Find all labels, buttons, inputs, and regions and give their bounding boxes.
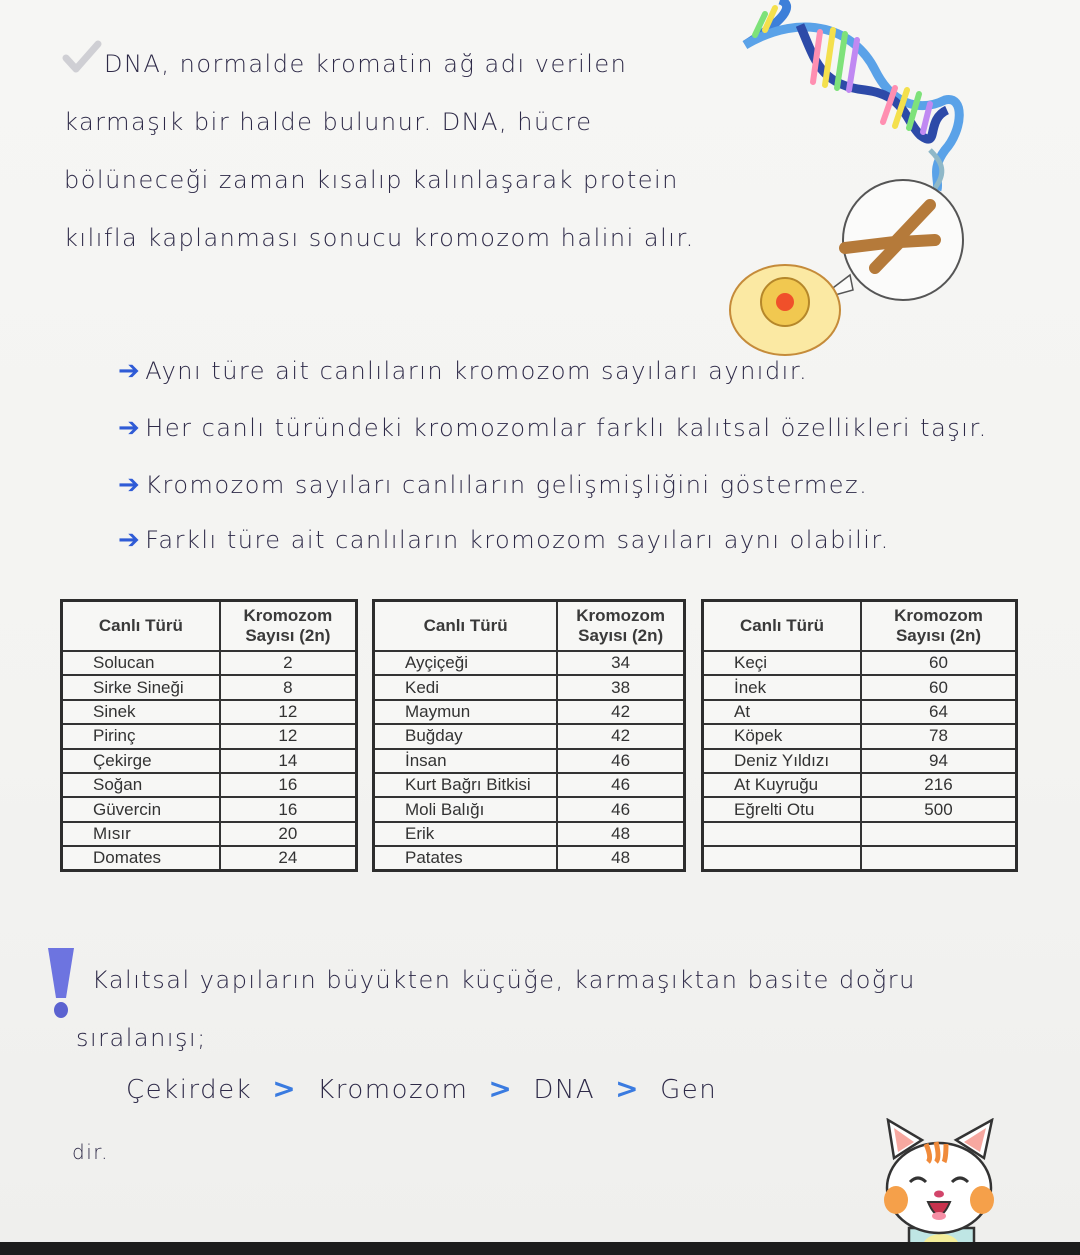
chromosome-count-cell: 16 xyxy=(220,773,357,797)
table-row xyxy=(62,700,357,724)
bottom-bar xyxy=(0,1242,1080,1255)
species-cell: Kedi xyxy=(374,675,558,699)
chromosome-table-2 xyxy=(372,599,686,872)
species-cell: Solucan xyxy=(62,651,220,675)
chromosome-table-1 xyxy=(60,599,358,872)
species-cell: At Kuyruğu xyxy=(703,773,861,797)
chromosome-count-cell: 78 xyxy=(861,724,1017,748)
chromosome-count-cell: 500 xyxy=(861,797,1017,821)
dna-illustration xyxy=(725,0,1015,360)
chromosome-count-cell: 34 xyxy=(557,651,684,675)
species-cell: Patates xyxy=(374,846,558,870)
species-cell: Keçi xyxy=(703,651,861,675)
bullet-item: ➔ Her canlı türündeki kromozomlar farklı kalıtsal özellikleri taşır. xyxy=(118,413,988,443)
chromosome-count-cell: 60 xyxy=(861,651,1017,675)
arrow-right-icon: ➔ xyxy=(118,356,142,386)
bullet-item: ➔ Kromozom sayıları canlıların gelişmişliğini göstermez. xyxy=(118,470,869,500)
table-row xyxy=(62,797,357,821)
header-species: Canlı Türü xyxy=(374,601,558,652)
species-cell: Sinek xyxy=(62,700,220,724)
table-row xyxy=(62,822,357,846)
species-cell: Deniz Yıldızı xyxy=(703,749,861,773)
chromosome-count-cell: 12 xyxy=(220,724,357,748)
species-cell: At xyxy=(703,700,861,724)
chromosome-count-cell: 64 xyxy=(861,700,1017,724)
table-row xyxy=(62,651,357,675)
chromosome-count-cell: 94 xyxy=(861,749,1017,773)
intro-line-2: karmaşık bir halde bulunur. DNA, hücre xyxy=(64,108,593,136)
hierarchy-sequence xyxy=(126,1072,717,1105)
table-row xyxy=(703,651,1017,675)
header-species: Canlı Türü xyxy=(703,601,861,652)
species-cell: Çekirge xyxy=(62,749,220,773)
chromosome-count-cell: 2 xyxy=(220,651,357,675)
table-row xyxy=(374,846,685,870)
chromosome-count-cell xyxy=(861,822,1017,846)
species-cell: İnsan xyxy=(374,749,558,773)
table-row xyxy=(62,724,357,748)
species-cell: Kurt Bağrı Bitkisi xyxy=(374,773,558,797)
intro-line-4: kılıfla kaplanması sonucu kromozom halini alır. xyxy=(64,224,695,252)
table-row xyxy=(374,773,685,797)
check-icon xyxy=(62,38,102,74)
species-cell xyxy=(703,822,861,846)
table-row xyxy=(62,773,357,797)
sequence-item: Çekirdek xyxy=(126,1075,253,1105)
chromosome-table-3 xyxy=(701,599,1018,872)
table-row xyxy=(374,700,685,724)
chromosome-count-cell: 20 xyxy=(220,822,357,846)
species-cell: Köpek xyxy=(703,724,861,748)
chromosome-count-cell xyxy=(861,846,1017,870)
header-count: Kromozom Sayısı (2n) xyxy=(220,601,357,652)
arrow-right-icon: ➔ xyxy=(118,413,142,443)
species-cell: Soğan xyxy=(62,773,220,797)
species-cell: Sirke Sineği xyxy=(62,675,220,699)
species-cell: Pirinç xyxy=(62,724,220,748)
table-row xyxy=(703,797,1017,821)
chromosome-count-cell: 12 xyxy=(220,700,357,724)
chromosome-count-cell: 42 xyxy=(557,700,684,724)
bullet-item: ➔ Farklı türe ait canlıların kromozom sayıları aynı olabilir. xyxy=(118,525,890,555)
table-row xyxy=(62,846,357,870)
arrow-right-icon: ➔ xyxy=(118,525,142,555)
chromosome-count-cell: 48 xyxy=(557,846,684,870)
chromosome-count-cell: 14 xyxy=(220,749,357,773)
chromosome-count-cell: 46 xyxy=(557,773,684,797)
table-row xyxy=(703,700,1017,724)
greater-than-icon: > xyxy=(615,1072,641,1105)
table-row xyxy=(62,675,357,699)
species-cell: Moli Balığı xyxy=(374,797,558,821)
table-row xyxy=(374,749,685,773)
table-row xyxy=(374,724,685,748)
cat-illustration xyxy=(874,1118,1004,1248)
sequence-item: DNA xyxy=(533,1075,596,1105)
header-species: Canlı Türü xyxy=(62,601,220,652)
chromosome-count-cell: 38 xyxy=(557,675,684,699)
chromosome-count-cell: 46 xyxy=(557,797,684,821)
note-line-2: sıralanışı; xyxy=(76,1024,207,1052)
table-row xyxy=(703,724,1017,748)
species-cell: Ayçiçeği xyxy=(374,651,558,675)
species-cell: Domates xyxy=(62,846,220,870)
intro-line-3: bölüneceği zaman kısalıp kalınlaşarak protein xyxy=(64,166,679,194)
species-cell: İnek xyxy=(703,675,861,699)
species-cell: Erik xyxy=(374,822,558,846)
table-row xyxy=(374,797,685,821)
table-row xyxy=(703,773,1017,797)
table-row xyxy=(703,822,1017,846)
table-row xyxy=(374,651,685,675)
species-cell: Buğday xyxy=(374,724,558,748)
chromosome-count-cell: 48 xyxy=(557,822,684,846)
chromosome-count-cell: 16 xyxy=(220,797,357,821)
species-cell xyxy=(703,846,861,870)
table-row xyxy=(374,822,685,846)
note-line-1: Kalıtsal yapıların büyükten küçüğe, karmaşıktan basite doğru xyxy=(92,966,916,994)
chromosome-count-cell: 24 xyxy=(220,846,357,870)
sequence-item: Gen xyxy=(660,1075,718,1105)
chromosome-count-cell: 8 xyxy=(220,675,357,699)
greater-than-icon: > xyxy=(488,1072,514,1105)
sequence-item: Kromozom xyxy=(317,1075,469,1105)
chromosome-count-cell: 46 xyxy=(557,749,684,773)
header-count: Kromozom Sayısı (2n) xyxy=(557,601,684,652)
exclamation-icon xyxy=(44,946,78,1022)
arrow-right-icon: ➔ xyxy=(118,470,142,500)
bullet-item: ➔ Aynı türe ait canlıların kromozom sayıları aynıdır. xyxy=(118,356,809,386)
table-row xyxy=(703,846,1017,870)
table-row xyxy=(62,749,357,773)
species-cell: Mısır xyxy=(62,822,220,846)
chromosome-count-cell: 216 xyxy=(861,773,1017,797)
species-cell: Eğrelti Otu xyxy=(703,797,861,821)
header-count: Kromozom Sayısı (2n) xyxy=(861,601,1017,652)
chromosome-count-cell: 42 xyxy=(557,724,684,748)
greater-than-icon: > xyxy=(272,1072,298,1105)
chromosome-count-cell: 60 xyxy=(861,675,1017,699)
note-ending: dir. xyxy=(72,1140,109,1164)
table-row xyxy=(703,675,1017,699)
species-cell: Maymun xyxy=(374,700,558,724)
intro-line-1: DNA, normalde kromatin ağ adı verilen xyxy=(104,50,628,78)
species-cell: Güvercin xyxy=(62,797,220,821)
table-row xyxy=(374,675,685,699)
table-row xyxy=(703,749,1017,773)
